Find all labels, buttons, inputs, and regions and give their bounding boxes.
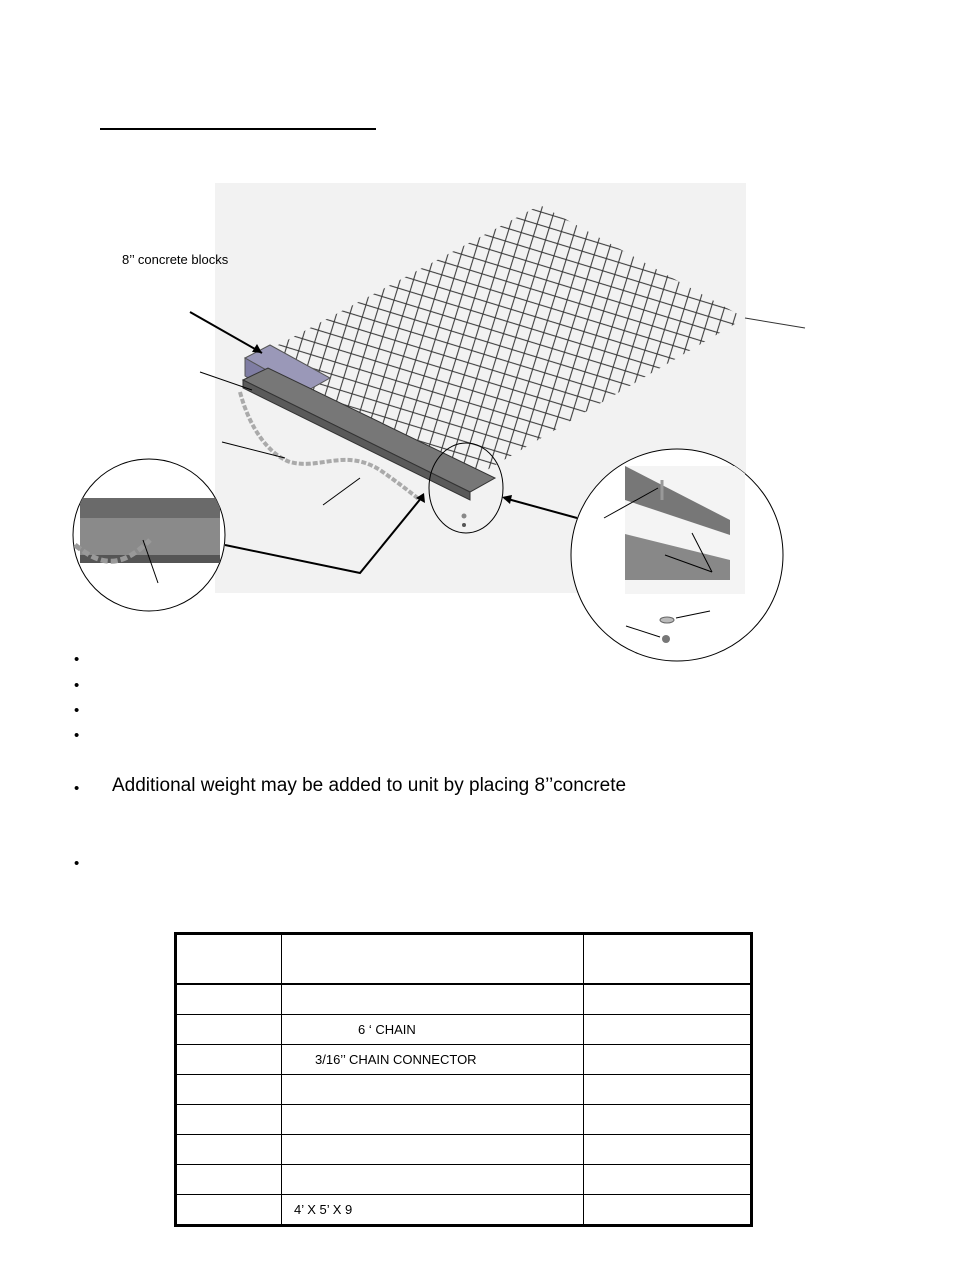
table-cell xyxy=(584,1165,752,1195)
table-cell xyxy=(584,1195,752,1226)
table-row xyxy=(176,1195,752,1226)
table-cell xyxy=(282,1165,584,1195)
table-cell xyxy=(584,1015,752,1045)
table-cell xyxy=(282,934,584,985)
table-cell xyxy=(176,1135,282,1165)
bullet-marker: • xyxy=(74,855,80,872)
table-cell xyxy=(282,1135,584,1165)
table-cell xyxy=(176,1045,282,1075)
parts-table xyxy=(174,932,753,1227)
table-cell xyxy=(282,984,584,1015)
bullet-marker: • xyxy=(74,651,80,668)
table-cell: 6 ‘ CHAIN xyxy=(282,1015,584,1045)
table-row xyxy=(176,1105,752,1135)
table-header-row xyxy=(176,934,752,985)
table-cell xyxy=(282,1105,584,1135)
table-cell xyxy=(584,934,752,985)
table-cell xyxy=(176,1165,282,1195)
table-cell xyxy=(584,1105,752,1135)
table-cell xyxy=(176,1195,282,1226)
table-cell: 3/16’’ CHAIN CONNECTOR xyxy=(282,1045,584,1075)
table-cell xyxy=(176,1075,282,1105)
table-cell xyxy=(282,1075,584,1105)
table-row xyxy=(176,984,752,1015)
bullet-text: Additional weight may be added to unit by placing 8’’concrete xyxy=(112,775,627,796)
table-cell xyxy=(176,1105,282,1135)
table-cell xyxy=(584,1135,752,1165)
table-row xyxy=(176,1075,752,1105)
table-cell xyxy=(176,934,282,985)
concrete-blocks-label: 8’’ concrete blocks xyxy=(122,252,229,267)
table-cell: 4’ X 5’ X 9 xyxy=(282,1195,584,1226)
table-cell xyxy=(584,984,752,1015)
table-cell xyxy=(584,1045,752,1075)
bullet-marker: • xyxy=(74,702,80,719)
table-row xyxy=(176,1015,752,1045)
table-cell xyxy=(176,984,282,1015)
table-row xyxy=(176,1045,752,1075)
table-row xyxy=(176,1135,752,1165)
table-cell xyxy=(584,1075,752,1105)
bullet-marker: • xyxy=(74,780,80,797)
table-cell xyxy=(176,1015,282,1045)
bullet-marker: • xyxy=(74,677,80,694)
table-row xyxy=(176,1165,752,1195)
bullet-marker: • xyxy=(74,727,80,744)
